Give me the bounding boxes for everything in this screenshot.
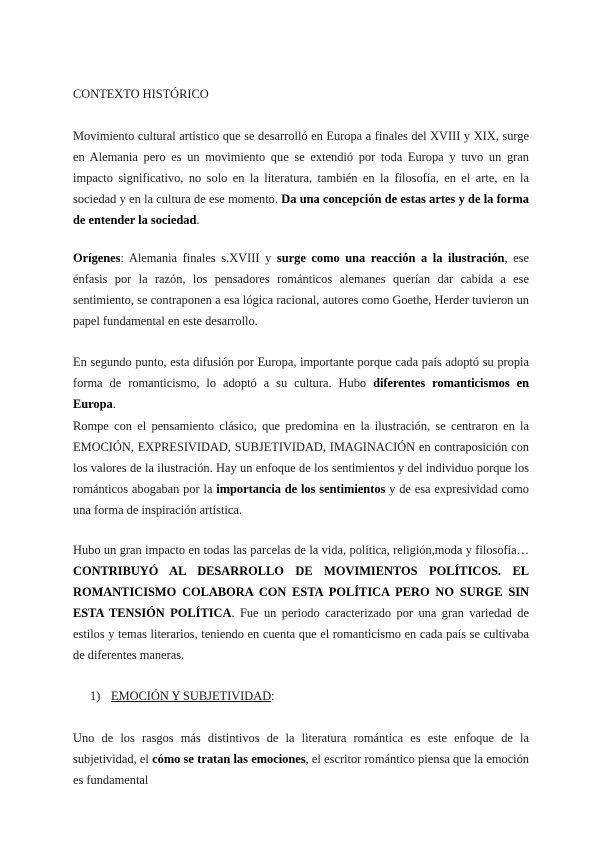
paragraph-text: Movimiento cultural artístico que se desarrolló en Europa a finales del XVIII y XIX, surge en Alemania pero es un movimiento que se extendió por toda Europa y tuvo un gran impacto significativo, no solo en la literatura, también en la filosofía, en el arte, en la sociedad y en la cultura de ese momento. (73, 129, 529, 206)
paragraph-text: , el escritor romántico piensa que la emoción es fundamental (73, 752, 529, 787)
bold-phrase: surge como una reacción a la ilustración (276, 251, 505, 265)
bold-phrase: Da una concepción de estas artes y de la forma de entender la sociedad (73, 192, 529, 227)
bold-phrase: importancia de los sentimientos (216, 482, 386, 496)
bold-phrase: Orígenes (73, 251, 121, 265)
section-heading: CONTEXTO HISTÓRICO (73, 87, 209, 101)
paragraph-text: . (196, 213, 200, 227)
paragraph-intro (73, 126, 529, 231)
bold-phrase: cómo se tratan las emociones (152, 752, 306, 766)
section-1-heading (111, 686, 275, 707)
paragraph-origins (73, 248, 529, 332)
bold-phrase: diferentes romanticismos en Europa (73, 376, 529, 411)
paragraph-text: Rompe con el pensamiento clásico, que predomina en la ilustración, se centraron en la EMOCIÓN, EXPRESIVIDAD, SUBJETIVIDAD, IMAGINACIÓN en contraposición con los valores de la ilustración. Hay un enfoque de los sentimientos y del individuo porque los románticos abogaban por la (73, 419, 529, 496)
paragraph-diffusion (73, 352, 529, 415)
section-1-colon: : (271, 689, 275, 703)
paragraph-text: Uno de los rasgos más distintivos de la literatura romántica es este enfoque de la subjetividad, el (73, 731, 529, 766)
paragraph-classicism (73, 416, 529, 521)
paragraph-text: : Alemania finales s.XVIII y (120, 251, 277, 265)
section-1-title: EMOCIÓN Y SUBJETIVIDAD (111, 689, 272, 703)
paragraph-impact (73, 540, 529, 666)
list-number: 1) (90, 689, 101, 703)
paragraph-text: Hubo un gran impacto en todas las parcelas de la vida, política, religión,moda y filosofía… (73, 543, 529, 557)
paragraph-text: . Fue un periodo caracterizado por una gran variedad de estilos y temas literarios, teniendo en cuenta que el romanticismo en cada país se cultivaba de diferentes maneras. (73, 606, 529, 662)
paragraph-emotion (73, 728, 529, 791)
paragraph-text: En segundo punto, esta difusión por Europa, importante porque cada país adoptó su propia forma de romanticismo, lo adoptó a su cultura. Hubo (73, 355, 529, 390)
bold-phrase: CONTRIBUYÓ AL DESARROLLO DE MOVIMIENTOS POLÍTICOS. EL ROMANTICISMO COLABORA CON ESTA POLÍTICA PERO NO SURGE SIN ESTA TENSIÓN POLÍTICA (73, 564, 529, 620)
paragraph-text: . (112, 397, 116, 411)
paragraph-text: y de esa expresividad como una forma de inspiración artística. (73, 482, 529, 517)
paragraph-text: , ese énfasis por la razón, los pensadores románticos alemanes querían dar cabida a ese sentimiento, se contraponen a esa lógica racional, autores como Goethe, Herder tuvieron un papel fundamental en este desarrollo. (73, 251, 529, 328)
